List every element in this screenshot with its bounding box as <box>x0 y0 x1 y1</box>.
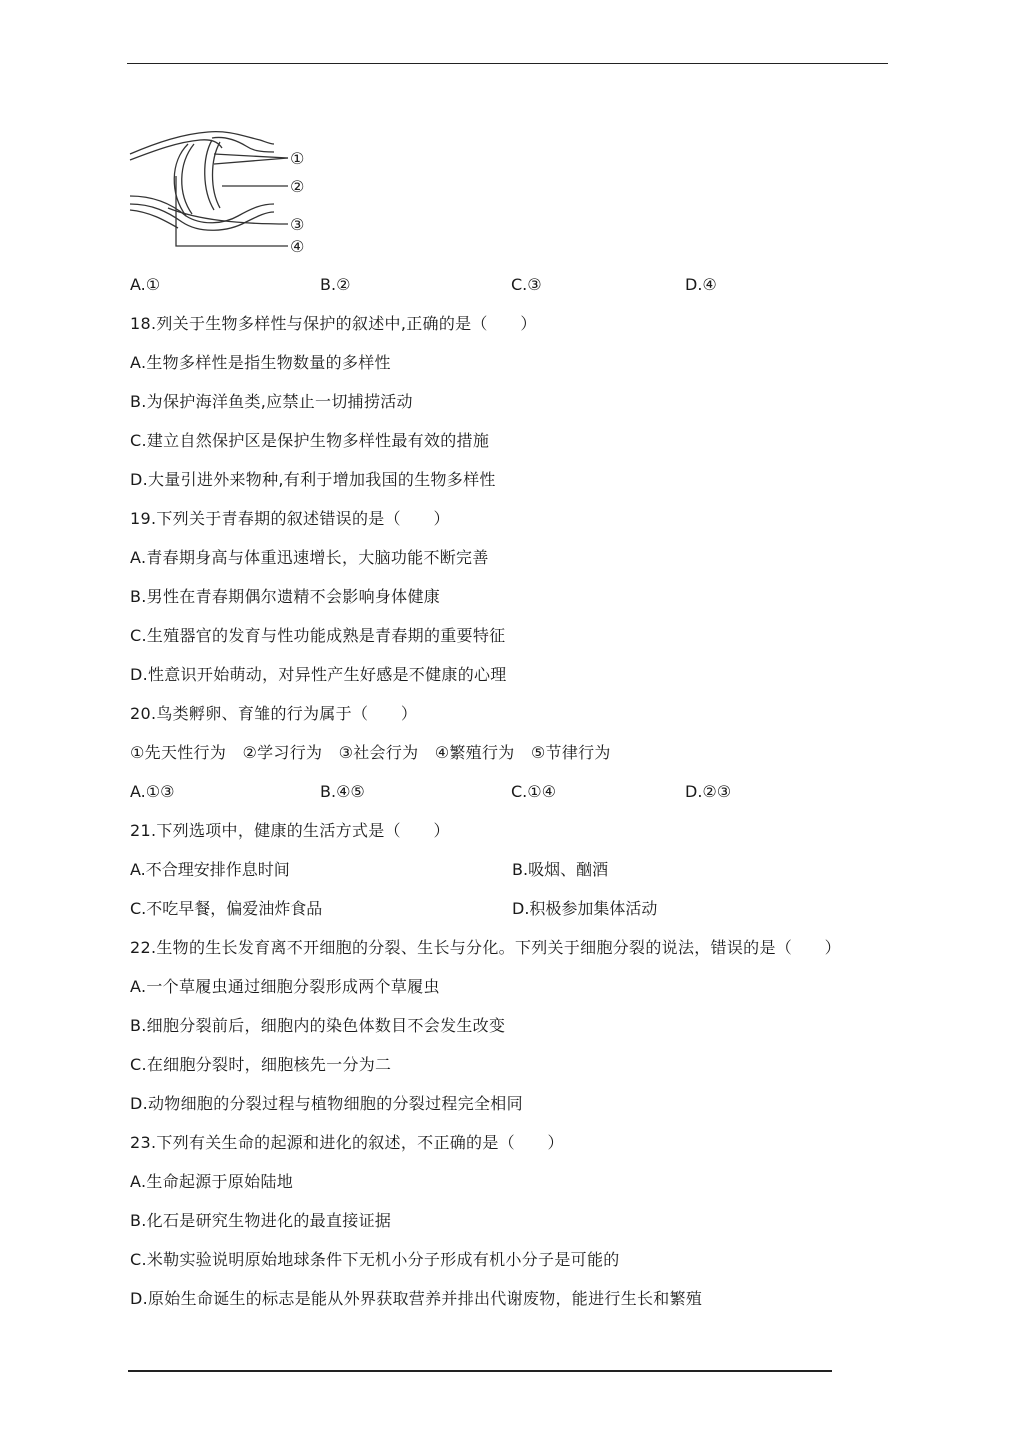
q22-option-a: A.一个草履虫通过细胞分裂形成两个草履虫 <box>130 977 440 996</box>
q22-option-b: B.细胞分裂前后，细胞内的染色体数目不会发生改变 <box>130 1016 506 1035</box>
q18-option-c: C.建立自然保护区是保护生物多样性最有效的措施 <box>130 431 490 450</box>
q20-option-c: C.①④ <box>511 782 556 801</box>
q17-option-a: A.① <box>130 275 161 294</box>
q23-option-a: A.生命起源于原始陆地 <box>130 1172 294 1191</box>
q19-option-d: D.性意识开始萌动，对异性产生好感是不健康的心理 <box>130 665 507 684</box>
q22-stem: 22.生物的生长发育离不开细胞的分裂、生长与分化。下列关于细胞分裂的说法，错误的是（ ） <box>130 938 841 957</box>
q19-option-b: B.男性在青春期偶尔遗精不会影响身体健康 <box>130 587 441 606</box>
q19-option-a: A.青春期身高与体重迅速增长，大脑功能不断完善 <box>130 548 489 567</box>
q21-option-d: D.积极参加集体活动 <box>512 899 658 918</box>
q22-option-c: C.在细胞分裂时，细胞核先一分为二 <box>130 1055 392 1074</box>
q20-items: ①先天性行为 ②学习行为 ③社会行为 ④繁殖行为 ⑤节律行为 <box>130 743 611 762</box>
q21-option-b: B.吸烟、酗酒 <box>512 860 609 879</box>
q20-option-a: A.①③ <box>130 782 175 801</box>
q18-option-b: B.为保护海洋鱼类,应禁止一切捕捞活动 <box>130 392 413 411</box>
footer-rule <box>128 1370 832 1372</box>
q19-stem: 19.下列关于青春期的叙述错误的是（ ） <box>130 509 450 528</box>
q20-stem: 20.鸟类孵卵、育雏的行为属于（ ） <box>130 704 418 723</box>
q20-option-b: B.④⑤ <box>320 782 365 801</box>
q21-stem: 21.下列选项中，健康的生活方式是（ ） <box>130 821 450 840</box>
q23-stem: 23.下列有关生命的起源和进化的叙述，不正确的是（ ） <box>130 1133 564 1152</box>
q18-stem: 18.列关于生物多样性与保护的叙述中,正确的是（ ） <box>130 314 537 333</box>
figure-label-3: ③ <box>290 215 305 234</box>
figure-label-4: ④ <box>290 237 305 254</box>
q21-option-a: A.不合理安排作息时间 <box>130 860 290 879</box>
joint-diagram-svg <box>128 124 324 254</box>
q18-option-a: A.生物多样性是指生物数量的多样性 <box>130 353 391 372</box>
header-rule <box>127 63 888 64</box>
q18-option-d: D.大量引进外来物种,有利于增加我国的生物多样性 <box>130 470 496 489</box>
q20-option-d: D.②③ <box>685 782 732 801</box>
q23-option-c: C.米勒实验说明原始地球条件下无机小分子形成有机小分子是可能的 <box>130 1250 620 1269</box>
figure-label-1: ① <box>290 149 305 168</box>
q23-option-d: D.原始生命诞生的标志是能从外界获取营养并排出代谢废物，能进行生长和繁殖 <box>130 1289 703 1308</box>
q17-option-b: B.② <box>320 275 351 294</box>
q21-option-c: C.不吃早餐，偏爱油炸食品 <box>130 899 323 918</box>
q23-option-b: B.化石是研究生物进化的最直接证据 <box>130 1211 392 1230</box>
q17-option-c: C.③ <box>511 275 542 294</box>
q19-option-c: C.生殖器官的发育与性功能成熟是青春期的重要特征 <box>130 626 506 645</box>
q17-option-d: D.④ <box>685 275 717 294</box>
figure-label-2: ② <box>290 177 305 196</box>
q22-option-d: D.动物细胞的分裂过程与植物细胞的分裂过程完全相同 <box>130 1094 523 1113</box>
joint-diagram <box>128 124 324 254</box>
